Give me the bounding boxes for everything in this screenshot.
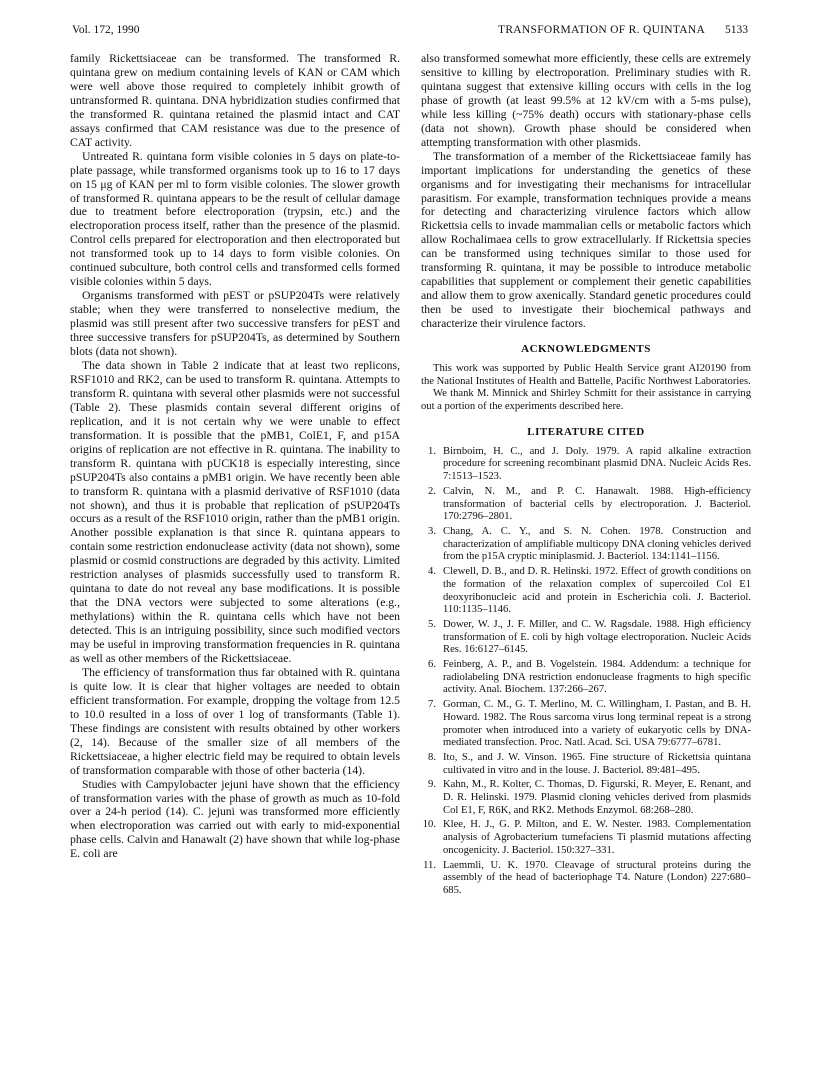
reference-item bbox=[421, 779, 751, 817]
reference-number: 5. bbox=[428, 618, 436, 630]
reference-item bbox=[421, 526, 751, 564]
reference-text: Ito, S., and J. W. Vinson. 1965. Fine structure of Rickettsia quintana cultivated in vitro and in the louse. J. Bacteriol. 89:481–495. bbox=[443, 751, 751, 776]
reference-item bbox=[421, 486, 751, 524]
body-paragraph: The data shown in Table 2 indicate that at least two replicons, RSF1010 and RK2, can be used to transform R. quintana. Attempts to transform R. quintana with several other plasmids were not successful (Table 2). These plasmids contain several different origins of replication, and it is not certain why we were unable to effect transformation. It is possible that the pMB1, ColE1, F, and p15A origins of replication are not effective in R. quintana. The inability to transform R. quintana with pUCK18 is especially interesting, since pSUP204Ts also contains a pMB1 origin. We have recently been able to transform R. quintana with a plasmid derivative of RSF1010 (data not shown), and thus it is probable that replication of pSUP204Ts occurs as a result of the RSF1010 origin, rather than the pMB1 origin. Another possible explanation is that since R. quintana appears to contain some restriction endonuclease activity (data not shown), some plasmid or cosmid constructions are degraded by this activity. Limited restriction analyses of plasmids successfully used to transform R. quintana to date do not reveal any base modifications. It is possible that the DNA vectors were subjected to some alterations (e.g., methylations) within the R. quintana cells which have not been detected. This is an intriguing possibility, since such modified vectors may be useful in improving transformation frequencies in R. quintana as well as other members of the Rickettsiaceae. bbox=[70, 358, 400, 665]
reference-text: Kahn, M., R. Kolter, C. Thomas, D. Figurski, R. Meyer, E. Renant, and D. R. Helinski. 1979. Plasmid cloning vehicles derived from plasmids Col E1, F, R6K, and RK2. Methods Enzymol. 68:268–280. bbox=[443, 779, 751, 816]
reference-item bbox=[421, 819, 751, 857]
body-paragraph: Untreated R. quintana form visible colonies in 5 days on plate-to-plate passage, while transformed organisms took up to 16 to 17 days on 15 μg of KAN per ml to form visible colonies. The slower growth of transformed R. quintana appears to be the result of cellular damage due to treatment before electroporation (trypsin, etc.) and the electroporation process itself, rather than the presence of the plasmid. Control cells prepared for electroporation and then electroporated but not transformed took up to 14 days to form visible colonies. On continued subculture, both control cells and transformed cells formed visible colonies within 5 days. bbox=[70, 149, 400, 289]
reference-item bbox=[421, 699, 751, 750]
acknowledgments-section bbox=[421, 363, 751, 414]
reference-number: 3. bbox=[428, 526, 436, 537]
reference-item bbox=[421, 619, 751, 657]
acknowledgments-heading: ACKNOWLEDGMENTS bbox=[521, 343, 651, 356]
reference-text: Gorman, C. M., G. T. Merlino, M. C. Willingham, I. Pastan, and B. H. Howard. 1982. The Rous sarcoma virus long terminal repeat is a strong promoter when introduced into a variety of eukaryotic cells by DNA-mediated transfection. Proc. Natl. Acad. Sci. USA 79:6777–6781. bbox=[443, 699, 751, 749]
reference-number: 1. bbox=[428, 445, 436, 457]
body-paragraph: also transformed somewhat more efficiently, these cells are extremely sensitive to killing by electroporation. Preliminary studies with R. quintana suggest that extensive killing occurs with cells in the log phase of growth (at least 99.5% at 12 kV/cm with a 5-ms pulse), while less killing (~75% death) occurs with stationary-phase cells (data not shown). Growth phase should be considered when attempting transformation with other plasmids. bbox=[421, 52, 751, 149]
reference-text: Laemmli, U. K. 1970. Cleavage of structural proteins during the assembly of the head of bacteriophage T4. Nature (London) 227:680–685. bbox=[443, 859, 751, 896]
reference-number: 2. bbox=[428, 485, 436, 497]
page-number: 5133 bbox=[725, 24, 748, 36]
reference-text: Dower, W. J., J. F. Miller, and C. W. Ragsdale. 1988. High efficiency transformation of E. coli by high voltage electroporation. Nucleic Acids Res. 16:6127–6145. bbox=[443, 618, 751, 656]
reference-number: 9. bbox=[428, 779, 436, 791]
reference-text: Clewell, D. B., and D. R. Helinski. 1972. Effect of growth conditions on the formation of the relaxation complex of supercoiled Col E1 deoxyribonucleic acid and protein in Escherichia coli. J. Bacteriol. 110:1135–1146. bbox=[443, 566, 751, 616]
reference-item bbox=[421, 659, 751, 697]
reference-text: Feinberg, A. P., and B. Vogelstein. 1984. Addendum: a technique for radiolabeling DNA restriction endonuclease fragments to high specific activity. Anal. Biochem. 137:266–267. bbox=[443, 659, 751, 696]
reference-number: 6. bbox=[428, 659, 436, 671]
reference-number: 4. bbox=[428, 566, 436, 578]
body-paragraph: family Rickettsiaceae can be transformed. The transformed R. quintana grew on medium containing levels of KAN or CAM which were well above those required to completely inhibit growth of untransformed R. quintana. DNA hybridization studies confirmed that the transformed R. quintana retained the plasmid intact and CAT assays confirmed that CAM resistance was due to the presence of CAT activity. bbox=[70, 52, 400, 149]
left-column bbox=[70, 52, 400, 861]
body-paragraph: The efficiency of transformation thus far obtained with R. quintana is quite low. It is clear that higher voltages are needed to obtain efficient transformation. For example, dropping the voltage from 12.5 to 10.0 resulted in a loss of over 1 log of transformants (Table 1). These findings are consistent with results obtained by other workers (2, 14). Because of the smaller size of all members of the Rickettsiaceae, a higher electric field may be required to obtain levels of transformation comparable with those of other bacteria (14). bbox=[70, 665, 400, 777]
reference-item bbox=[421, 446, 751, 484]
running-header bbox=[72, 24, 748, 40]
reference-number: 7. bbox=[428, 699, 436, 711]
volume-label: Vol. 172, 1990 bbox=[72, 24, 140, 36]
acknowledgment-paragraph: We thank M. Minnick and Shirley Schmitt for their assistance in carrying out a portion of the experiments described here. bbox=[421, 388, 751, 413]
reference-item bbox=[421, 566, 751, 617]
literature-heading: LITERATURE CITED bbox=[527, 425, 645, 438]
reference-item bbox=[421, 860, 751, 898]
reference-text: Calvin, N. M., and P. C. Hanawalt. 1988. High-efficiency transformation of bacterial cells by electroporation. J. Bacteriol. 170:2796–2801. bbox=[443, 485, 751, 523]
body-paragraph: Organisms transformed with pEST or pSUP204Ts were relatively stable; when they were transferred to nonselective medium, the plasmid was still present after two successive transfers for pEST and three successive transfers for pSUP204Ts, as determined by Southern blots (data not shown). bbox=[70, 289, 400, 359]
reference-text: Klee, H. J., G. P. Milton, and E. W. Nester. 1983. Complementation analysis of Agrobacterium tumefaciens Ti plasmid mutations affecting oncogenicity. J. Bacteriol. 150:327–331. bbox=[443, 819, 751, 856]
reference-number: 8. bbox=[428, 751, 436, 763]
reference-text: Chang, A. C. Y., and S. N. Cohen. 1978. Construction and characterization of amplifiable multicopy DNA cloning vehicles derived from the p15A cryptic miniplasmid. J. Bacteriol. 134:1141–1156. bbox=[443, 526, 751, 563]
body-paragraph: Studies with Campylobacter jejuni have shown that the efficiency of transformation varies with the phase of growth as much as 10-fold over a 24-h period (14). C. jejuni was transformed more efficiently when electroporation was carried out with early to mid-exponential phase cells. Calvin and Hanawalt (2) have shown that while log-phase E. coli are bbox=[70, 777, 400, 861]
reference-text: Birnboim, H. C., and J. Doly. 1979. A rapid alkaline extraction procedure for screening recombinant plasmid DNA. Nucleic Acids Res. 7:1513–1523. bbox=[443, 445, 751, 483]
running-title: TRANSFORMATION OF R. QUINTANA bbox=[498, 24, 706, 36]
reference-number: 10. bbox=[422, 819, 436, 831]
reference-item bbox=[421, 752, 751, 777]
acknowledgment-paragraph: This work was supported by Public Health Service grant AI20190 from the National Institutes of Health and Battelle, Pacific Northwest Laboratories. bbox=[421, 363, 751, 387]
right-column bbox=[421, 52, 751, 900]
reference-number: 11. bbox=[423, 859, 436, 871]
reference-list bbox=[421, 446, 751, 898]
body-paragraph: The transformation of a member of the Rickettsiaceae family has important implications for understanding the genetics of these organisms and for investigating their mechanisms for intracellular parasitism. For example, transformation techniques provide a means for detecting and characterizing virulence factors which allow Rickettsia cells to invade mammalian cells or metabolic factors which allow Rochalimaea cells to grow extracellularly. If Rickettsia species can be transformed using techniques similar to those used for transforming R. quintana, it may be possible to introduce metabolic capabilities that supplement or complement their genetic capabilities and allow them to grow axenically. Standard genetic procedures could then be used to investigate their biochemical pathways and characterize their virulence factors. bbox=[421, 149, 751, 331]
